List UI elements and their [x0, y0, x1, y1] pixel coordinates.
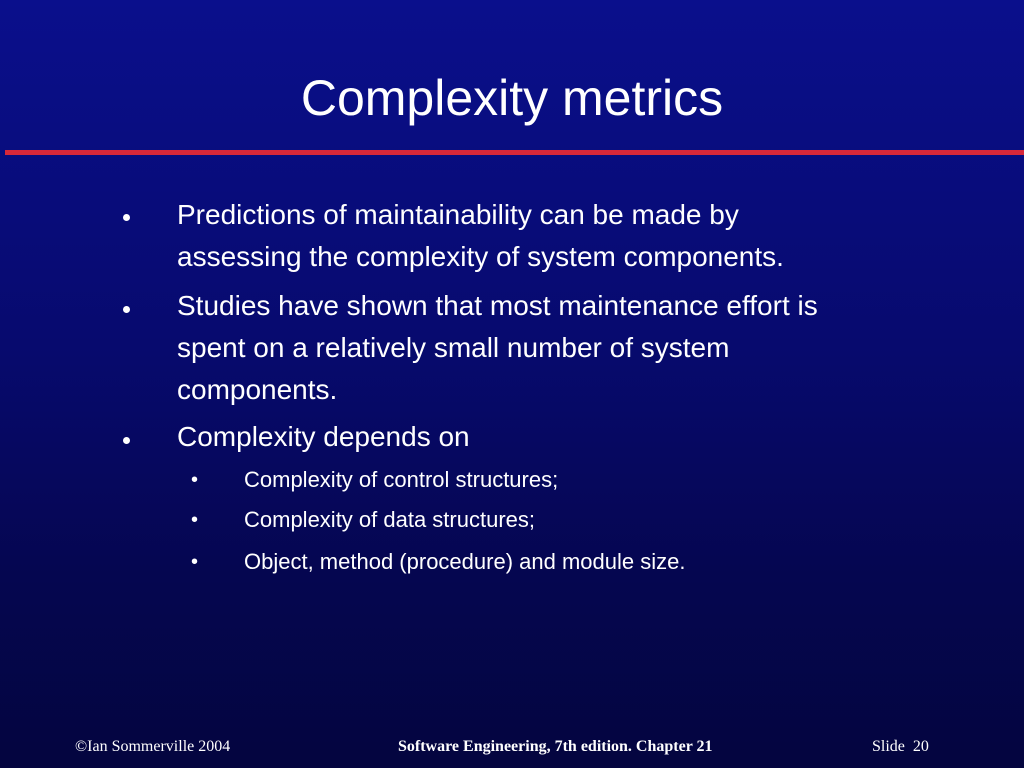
footer-book-title: Software Engineering, 7th edition. Chapter 21	[398, 738, 713, 755]
bullet-dot-icon	[123, 214, 130, 221]
bullet-line: components.	[177, 374, 338, 405]
bullet-line: Predictions of maintainability can be made by	[177, 199, 739, 230]
bullet-line: spent on a relatively small number of system	[177, 332, 730, 363]
bullet-line: Complexity depends on	[177, 421, 470, 452]
bullet-line: assessing the complexity of system components.	[177, 241, 784, 272]
title-divider	[5, 150, 1024, 155]
sub-bullet-item-1: Complexity of control structures;	[244, 467, 559, 492]
sub-bullet-dot-icon: •	[191, 469, 199, 491]
bullet-line: Studies have shown that most maintenance effort is	[177, 290, 818, 321]
sub-bullet-dot-icon: •	[191, 509, 199, 531]
slide-title: Complexity metrics	[300, 70, 724, 126]
sub-bullet-item-3: Object, method (procedure) and module size.	[244, 549, 686, 574]
bullet-dot-icon	[123, 306, 130, 313]
footer-copyright: ©Ian Sommerville 2004	[75, 738, 231, 755]
bullet-item-1	[177, 194, 977, 278]
bullet-item-2	[177, 285, 977, 411]
sub-bullet-item-2: Complexity of data structures;	[244, 507, 536, 532]
footer-slide-number: Slide 20	[872, 738, 929, 755]
sub-bullet-dot-icon: •	[191, 551, 199, 573]
bullet-dot-icon	[123, 437, 130, 444]
bullet-item-3	[177, 416, 977, 458]
